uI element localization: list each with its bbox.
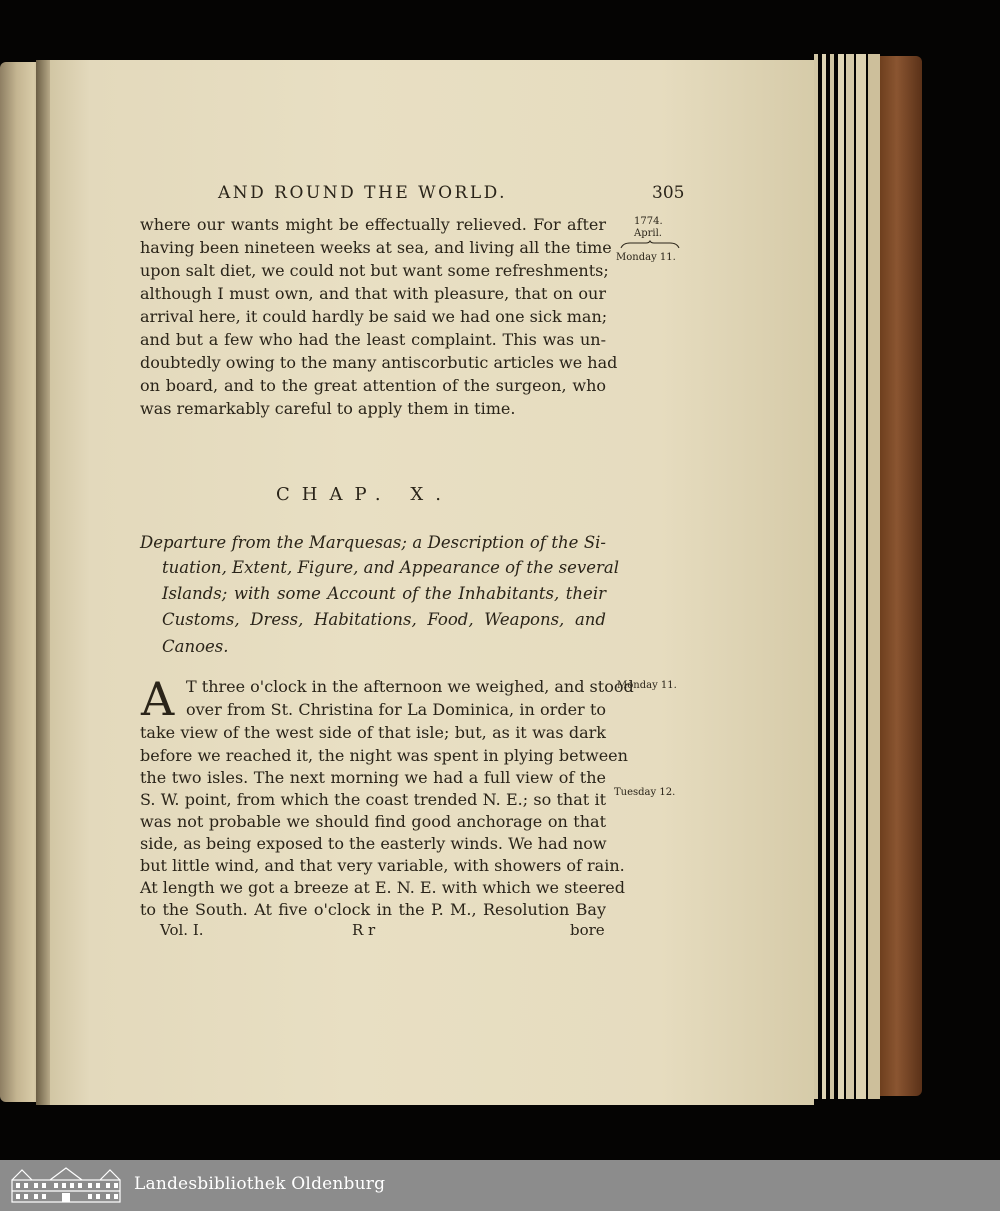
margin-year: 1774. (634, 216, 663, 227)
catchword: bore (570, 921, 605, 939)
page-edge (838, 54, 844, 1099)
text-line: S. W. point, from which the coast trended N. E.; so that it (140, 790, 606, 809)
page-number: 305 (652, 183, 685, 203)
text-line: doubtedly owing to the many antiscorbutic articles we had (140, 353, 618, 372)
margin-date: Tuesday 12. (614, 787, 676, 798)
text-line: arrival here, it could hardly be said we had one sick man; (140, 307, 608, 326)
text-line: having been nineteen weeks at sea, and living all the time (140, 238, 612, 257)
text-line: although I must own, and that with pleasure, that on our (140, 284, 606, 303)
text-line: T three o'clock in the afternoon we weighed, and stood (186, 677, 634, 696)
chapter-summary-line: Customs, Dress, Habitations, Food, Weapons, and (162, 610, 606, 629)
chapter-summary-line: Canoes. (162, 637, 229, 656)
book-cover-edge (880, 56, 922, 1096)
margin-month: April. (634, 228, 662, 239)
text-line: where our wants might be effectually relieved. For after (140, 215, 606, 234)
text-line: take view of the west side of that isle; but, as it was dark (140, 723, 606, 742)
page-edge (868, 54, 880, 1099)
chapter-summary-line: tuation, Extent, Figure, and Appearance of the several (162, 558, 619, 577)
signature-mark: R r (352, 921, 376, 939)
text-line: was not probable we should find good anchorage on that (140, 812, 606, 831)
book-gutter (36, 60, 50, 1105)
text-line: side, as being exposed to the easterly winds. We had now (140, 834, 607, 853)
text-line: At length we got a breeze at E. N. E. with which we steered (140, 878, 626, 897)
chapter-heading: CHAP. X. (276, 484, 453, 505)
margin-date: Monday 11. (616, 252, 676, 263)
text-line: before we reached it, the night was spent in plying between (140, 746, 628, 765)
chapter-summary-line: Departure from the Marquesas; a Description of the Si- (140, 533, 606, 552)
page-edge (856, 54, 866, 1099)
running-head: AND ROUND THE WORLD. (218, 183, 508, 203)
text-line: on board, and to the great attention of the surgeon, who (140, 376, 606, 395)
text-line: but little wind, and that very variable, with showers of rain. (140, 856, 625, 875)
chapter-summary-line: Islands; with some Account of the Inhabitants, their (162, 584, 606, 603)
margin-brace-icon (620, 240, 680, 250)
text-line: upon salt diet, we could not but want some refreshments; (140, 261, 609, 280)
text-line: was remarkably careful to apply them in time. (140, 399, 516, 418)
footer-bar (0, 1160, 1000, 1211)
page-edge (822, 54, 826, 1099)
text-line: and but a few who had the least complaint. This was un- (140, 330, 606, 349)
library-building-logo-icon (10, 1166, 122, 1204)
text-line: to the South. At five o'clock in the P. M., Resolution Bay (140, 900, 606, 919)
page-edge (830, 54, 834, 1099)
page-edge (814, 54, 818, 1099)
margin-date: Monday 11. (617, 680, 677, 691)
drop-cap: A (141, 672, 175, 726)
page-edge (846, 54, 854, 1099)
volume-signature: Vol. I. (160, 921, 204, 939)
text-line: the two isles. The next morning we had a full view of the (140, 768, 606, 787)
library-name: Landesbibliothek Oldenburg (134, 1174, 386, 1194)
text-line: over from St. Christina for La Dominica, in order to (186, 700, 606, 719)
